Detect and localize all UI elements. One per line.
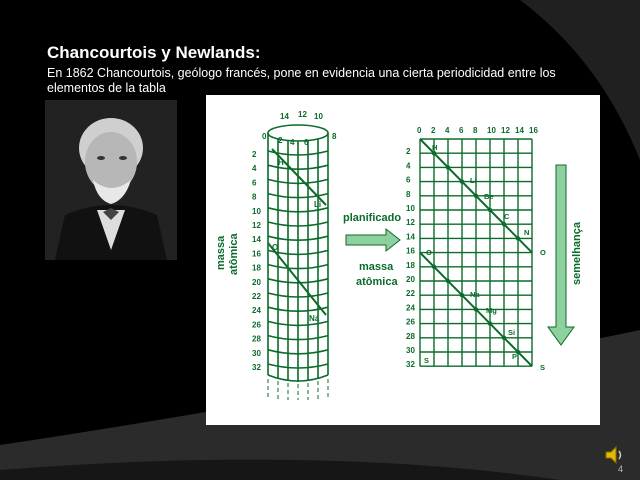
cyl-left-tick: 2 [252,150,257,159]
grid-left-tick: 14 [406,232,415,242]
cyl-top-tick: 8 [332,132,337,141]
grid-left-tick: 30 [406,346,415,355]
grid-left-tick: 28 [406,331,415,341]
cyl-element-label: H [278,158,284,167]
grid-element-label: Mg [486,306,497,315]
right-axis-label: semelhança [571,222,583,285]
left-axis-label-2: atômica [228,233,240,275]
slide-subtitle: En 1862 Chancourtois, geólogo francés, pone en evidencia una cierta periodicidad entre los elementos de la tabla [47,66,556,95]
grid-top-tick: 16 [529,126,538,135]
grid-element-label: P [512,352,518,361]
mid-label-2: atômica [356,276,398,288]
cyl-top-tick: 14 [280,112,289,121]
cyl-element-label: Na [309,314,320,323]
cyl-top-tick: 4 [290,138,295,147]
cyl-left-tick: 18 [252,263,261,273]
grid-element-label: Li [470,176,477,185]
grid-element-label: C [504,212,510,221]
grid-left-tick: 10 [406,204,415,213]
unrolled-grid [420,139,532,366]
slide-title: Chancourtois y Newlands: [47,43,261,62]
grid-element-label: H [432,143,438,152]
cyl-left-tick: 24 [252,306,261,316]
cyl-element-label: Li [314,200,322,209]
cyl-element-label: O [272,243,279,252]
grid-left-tick: 32 [406,360,415,370]
grid-top-tick: 6 [459,126,464,135]
grid-top-tick: 0 [417,126,422,135]
cyl-left-tick: 10 [252,206,261,216]
cyl-left-tick: 6 [252,178,257,188]
speaker-icon[interactable] [604,444,626,466]
cyl-left-tick: 16 [252,249,261,259]
grid-element-label: S [540,363,546,372]
grid-left-tick: 8 [406,189,411,199]
cyl-top-tick: 0 [262,132,267,141]
cyl-left-tick: 22 [252,292,261,301]
chancourtois-diagram [206,95,600,425]
grid-left-tick: 4 [406,161,411,171]
grid-top-tick: 14 [515,126,524,135]
cyl-left-tick: 14 [252,235,261,245]
grid-top-tick: 10 [487,126,496,135]
portrait-photo [45,100,177,260]
cyl-left-tick: 8 [252,192,257,202]
grid-top-tick: 8 [473,126,478,135]
grid-top-tick: 4 [445,126,450,135]
grid-element-label: O [426,248,432,257]
cyl-top-tick: 6 [304,138,309,147]
grid-left-tick: 16 [406,246,415,256]
grid-top-tick: 12 [501,126,510,135]
right-arrow-icon [346,229,400,251]
grid-left-tick: 6 [406,175,411,185]
telluric-cylinder [268,125,328,382]
grid-left-tick: 18 [406,260,415,270]
arrow-label: planificado [343,212,402,224]
grid-element-label: N [524,228,530,237]
grid-left-tick: 20 [406,275,415,284]
grid-left-tick: 22 [406,289,415,299]
grid-element-label: Si [508,328,516,337]
grid-left-tick: 2 [406,147,411,157]
grid-element-label: O [540,248,546,257]
cyl-left-tick: 26 [252,320,261,330]
cyl-left-tick: 12 [252,221,261,230]
cyl-left-tick: 28 [252,334,261,344]
grid-left-tick: 24 [406,303,415,313]
cyl-left-tick: 4 [252,164,257,174]
cyl-top-tick: 10 [314,112,323,121]
page-number: 4 [618,464,624,474]
mid-label-1: massa [359,261,394,273]
grid-element-label: S [424,356,430,365]
cyl-left-tick: 32 [252,363,261,372]
cyl-top-tick: 12 [298,110,307,119]
cyl-top-tick: 2 [278,136,283,145]
grid-top-tick: 2 [431,126,436,135]
grid-left-tick: 12 [406,218,415,228]
left-axis-label-1: massa [215,235,227,270]
cyl-left-tick: 30 [252,348,261,358]
cyl-left-tick: 20 [252,277,261,287]
grid-element-label: Be [484,192,494,201]
grid-element-label: Na [470,290,480,299]
grid-left-tick: 26 [406,317,415,327]
